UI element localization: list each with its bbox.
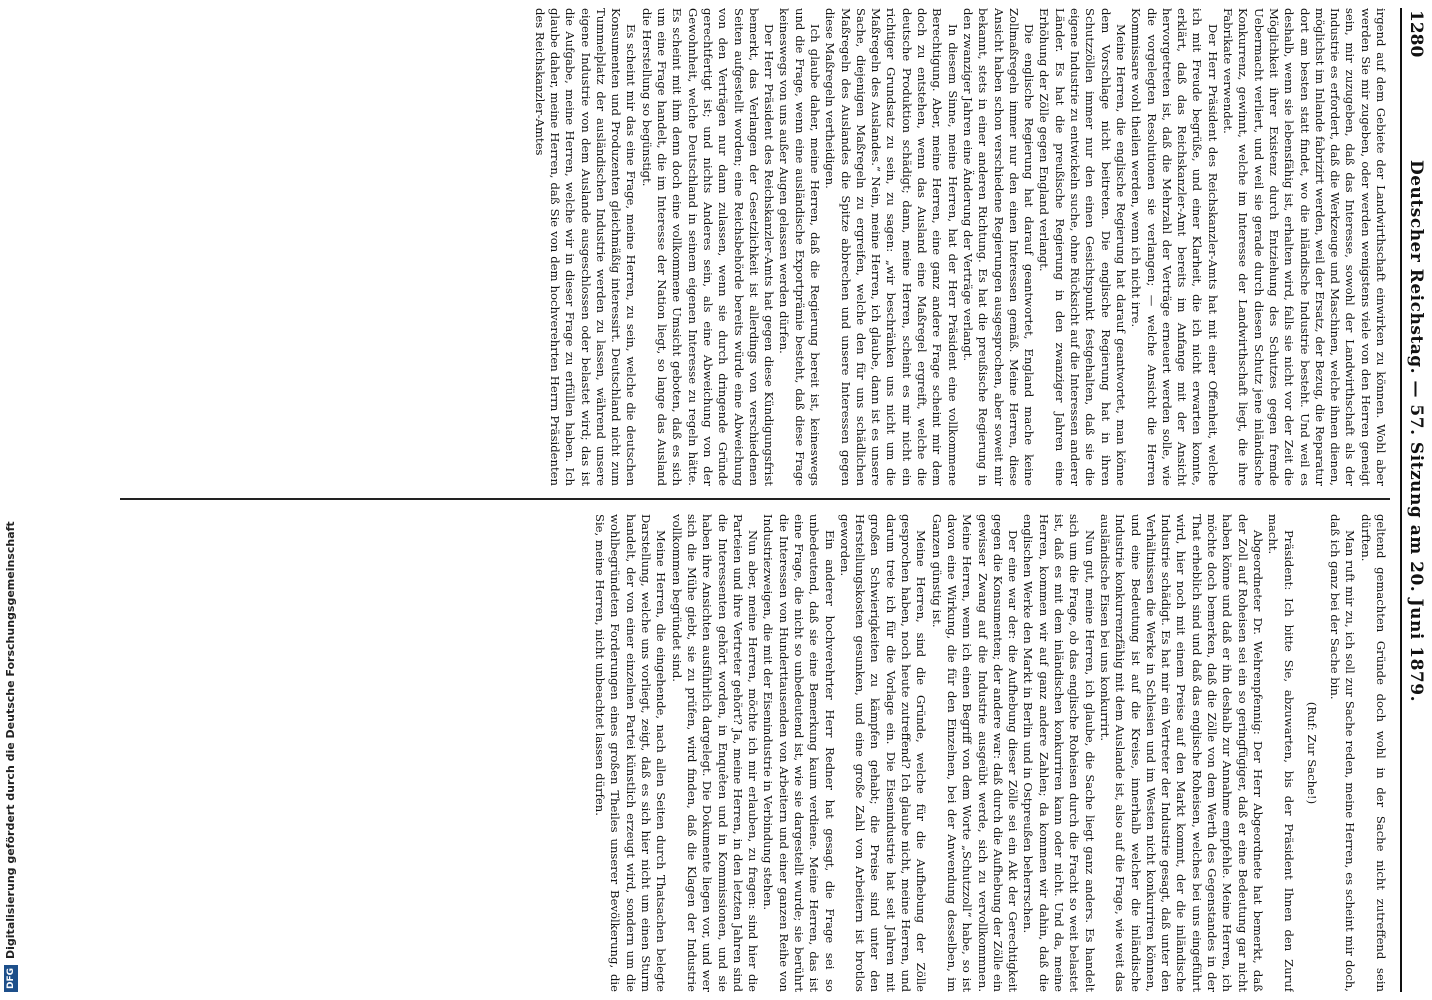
page-header <box>1398 10 1426 994</box>
paragraph: Ich glaube daher, meine Herren, daß die Regierung bereit ist, keineswegs und die Frage, wenn eine ausländische Exportprämie besteht, daß diese Frage keineswegs von uns außer Augen gelassen werden dürfen. <box>777 8 823 486</box>
paragraph: Die englische Regierung hat darauf geantwortet, England mache keine Zollmaßregeln immer nur den einen Interessen gemäß. Meine Herren, diese Ansicht haben schon verschiedene Regierungen ausgesprochen, aber soweit mir bekannt, stets in einer anderen Richtung. Es hat die preußische Regierung in den zwanziger Jahren eine Änderung der Verträge verlangt. <box>960 8 1037 486</box>
paragraph: Es scheint mir das eine Frage, meine Herren, zu sein, welche die deutschen Konsumenten und Produzenten gleichmäßig interessirt. Deutschland nicht zum Tummelplatz der ausländischen Industrie werden zu lassen, während unsere eigene Industrie von dem Auslande ausgeschlossen oder belastet wird; das ist die Aufgabe, meine Herren, welche wir in dieser Frage zu erfüllen haben. Ich glaube daher, meine Herren, daß Sie von dem hochverehrten Herrn Präsidenten des Reichskanzler-Amtes <box>532 8 639 486</box>
digitization-footer <box>0 0 24 1000</box>
speaker-paragraph: Abgeordneter Dr. Wehrenpfennig: Der Herr Abgeordnete hat bemerkt, daß der Zoll auf Roheisen sei ein so geringfügiger, daß er eine Bedeutung gar nicht haben könne und daß er ihn deshalb zur Annahme empfehle. Meine Herren, ich möchte doch bemerken, daß die Zölle von dem Werth des Gegenstandes in der That erheblich sind und daß das englische Roheisen, welches bei uns eingeführt wird, hier noch mit einem Preise auf den Markt kommt, der die inländische Industrie schädigt. Es hat mir ein Vertreter der Industrie gesagt, daß unter den Verhältnissen die Werke in Schlesien und im Westen nicht konkurriren können, und eine Bedeutung ist auf die Kreise, innerhalb welcher die inländische Industrie konkurrenzfähig mit dem Auslande ist, also auf die Frage, wie weit das ausländische Eisen bei uns konkurrirt. <box>1097 514 1265 992</box>
footer-credit: Digitalisierung gefördert durch die Deutsche Forschungsgemeinschaft <box>4 521 17 959</box>
paragraph: Man ruft mir zu, ich soll zur Sache reden, meine Herren, es scheint mir doch, daß ich ganz bei der Sache bin. <box>1328 514 1358 992</box>
paragraph: In diesem Sinne, meine Herren, hat der Herr Präsident eine vollkommene Berechtigung. Aber, meine Herren, eine ganz andere Frage scheint mir dem doch zu entstehen, wenn das Ausland eine Maßregel ergreift, welche die deutsche Produktion schädigt; dann, meine Herren, scheint es mir nicht ein richtiger Grundsatz zu sein, zu sagen: „wir beschränken uns nicht um die Maßregeln des Auslandes.“ Nein, meine Herren, ich glaube, dann ist es unsere Sache, diejenigen Maßregeln zu ergreifen, welche den für uns schädlichen Maßregeln des Auslandes die Spitze abbrechen und unsere Interessen gegen diese Maßregeln vertheidigen. <box>823 8 960 486</box>
rotated-page <box>100 0 1432 1000</box>
page-number: 1280 <box>1406 10 1426 58</box>
interjection: (Ruf: Zur Sache!) <box>1304 701 1319 805</box>
running-title: Deutscher Reichstag. — 57. Sitzung am 20. Juni 1879. <box>1406 160 1426 702</box>
left-column <box>118 8 1388 486</box>
paragraph: Ein anderer hochverehrter Herr Redner hat gesagt, die Frage sei so unbedeutend, daß sie eine Bemerkung kaum verdiene. Meine Herren, das ist eine Frage, die nicht so unbedeutend ist, wie sie dargestellt wurde; sie berührt die Interessen von Hunderttausenden von Arbeitern und einer ganzen Reihe von Industriezweigen, die mit der Eisenindustrie in Verbindung stehen. <box>761 514 837 992</box>
column-divider <box>120 498 1390 500</box>
paragraph: Meine Herren, sind die Gründe, welche für die Aufhebung der Zölle gesprochen haben, noch heute zutreffend? Ich glaube nicht, meine Herren, und darum trete ich für die Vorlage ein. Die Eisenindustrie hat seit Jahren mit großen Schwierigkeiten zu kämpfen gehabt; die Preise sind unter den Herstellungskosten gesunken, und eine große Zahl von Arbeitern ist brotlos geworden. <box>837 514 929 992</box>
paragraph: Der Herr Präsident des Reichskanzler-Amts hat mit einer Offenheit, welche ich mit Freude begrüße, und einer Klarheit, die ich nicht erwarten konnte, erklärt, daß das Reichskanzler-Amt bereits im Anfange mit der Ansicht hervorgetreten ist, daß die Mehrzahl der Verträge erneuert werden solle, wie die vorgelegten Resolutionen sie verlangen; — welche Ansicht die Herren Kommissare wohl theilen werden, wenn ich nicht irre. <box>1129 8 1220 486</box>
footer-text <box>0 0 22 1000</box>
paragraph: Nun aber, meine Herren, möchte ich mir erlauben, zu fragen: sind hier die Parteien und ihre Vertreter gehört? Ja, meine Herren, in den letzten Jahren sind die Interessenten gehört worden, in Enquêten und in Kommissionen, und sie haben ihre Ansichten ausführlich dargelegt. Die Dokumente liegen vor, und wer sich die Mühe giebt, sie zu prüfen, wird finden, daß die Klagen der Industrie vollkommen begründet sind. <box>669 514 761 992</box>
paragraph: irgend auf dem Gebiete der Landwirthschaft einwirken zu können. Wohl aber werden Sie mir zugeben, oder werden wenigstens viele von den Herren geneigt sein, mir zuzugeben, daß das Interesse, sowohl der Landwirthschaft als der Industrie es erfordert, daß die Werkzeuge und Maschinen, welche ihnen dienen, möglichst im Inlande fabrizirt werden, weil der Ersatz, der Bezug, die Reparatur dort am besten statt findet, wo die inländische Industrie besteht. Und weil es deshalb, wenn sie lebensfähig ist, erhalten wird, falls sie nicht vor der Zeit die Möglichkeit ihrer Existenz durch Entziehung des Schutzes gegen fremde Uebermacht verliert, und weil sie gerade durch diesen Schutz jene inländische Konkurrenz, gewinnt, welche im Interesse der Landwirthschaft liegt, die ihre Fabrikate verwendet. <box>1221 8 1388 486</box>
header-rule <box>1400 8 1402 992</box>
paragraph: Meine Herren, die englische Regierung hat darauf geantwortet, man könne dem Vorschlage nicht beitreten. Die englische Regierung hat in ihren Schutzzöllen immer nur den einen Gesichtspunkt festgehalten, daß sie die eigene Industrie zu entwickeln suche, ohne Rücksicht auf die Interessen anderer Länder. Es hat die preußische Regierung in den zwanziger Jahren eine Erhöhung der Zölle gegen England verlangt. <box>1037 8 1128 486</box>
paragraph: Nun gut, meine Herren, ich glaube, die Sache liegt ganz anders. Es handelt sich um die Frage, ob das englische Roheisen durch die Fracht so weit belastet ist, daß es mit dem inländischen konkurriren kann oder nicht. Und da, meine Herren, kommen wir auf ganz andere Zahlen; da kommen wir dahin, daß die englischen Werke den Markt in Berlin und in Ostpreußen beherrschen. <box>1021 514 1097 992</box>
dfg-logo: DFG <box>4 965 18 992</box>
paragraph: geltend gemachten Gründe doch wohl in der Sache nicht zutreffend sein dürften. <box>1358 514 1388 992</box>
paragraph: Der eine war der: die Aufhebung dieser Zölle sei ein Akt der Gerechtigkeit gegen die Konsumenten; der andere war: daß durch die Aufhebung der Zölle ein gewisser Zwang auf die Industrie ausgeübt werde, sich zu vervollkommnen. Meine Herren, wenn ich einen Begriff von dem Worte „Schutzzoll“ habe, so ist davon eine Wirkung, die für den Einzelnen, bei der Anwendung desselben, im Ganzen günstig ist. <box>929 514 1021 992</box>
paragraph: Der Herr Präsident des Reichskanzler-Amts hat gegen diese Kündigungsfrist bemerkt, das Verlangen der Gesetzlichkeit ist allerdings von verschiedenen Seiten aufgestellt worden; eine Reichsbehörde bereits würde eine Abweichung von den Verträgen nur dann zulassen, wenn sie durch dringende Gründe gerechtfertigt ist; und nichts Anderes sein, als eine Abweichung von der Gewohnheit, welche Deutschland in seinem eigenen Interesse zu regeln hätte. Es scheint mit ihm denn doch eine vollkommene Umsicht geboten, daß es sich um eine Frage handelt, die im Interesse der Nation liegt, so lange das Ausland die Herstellung so begünstigt. <box>639 8 777 486</box>
paragraph: Meine Herren, die eingehende, nach allen Seiten durch Thatsachen belegte Darstellung, welche uns vorliegt, zeigt, daß es sich hier nicht um einen Sturm handelt, der von einer einzelnen Partei künstlich erzeugt wird, sondern um die wohlbegründeten Forderungen eines großen Theiles unserer Bevölkerung, die Sie, meine Herren, nicht unbeachtet lassen dürfen. <box>593 514 669 992</box>
speaker-paragraph: Präsident: Ich bitte Sie, abzuwarten, bis der Präsident Ihnen den Zuruf macht. <box>1266 514 1296 992</box>
right-column <box>118 514 1388 992</box>
